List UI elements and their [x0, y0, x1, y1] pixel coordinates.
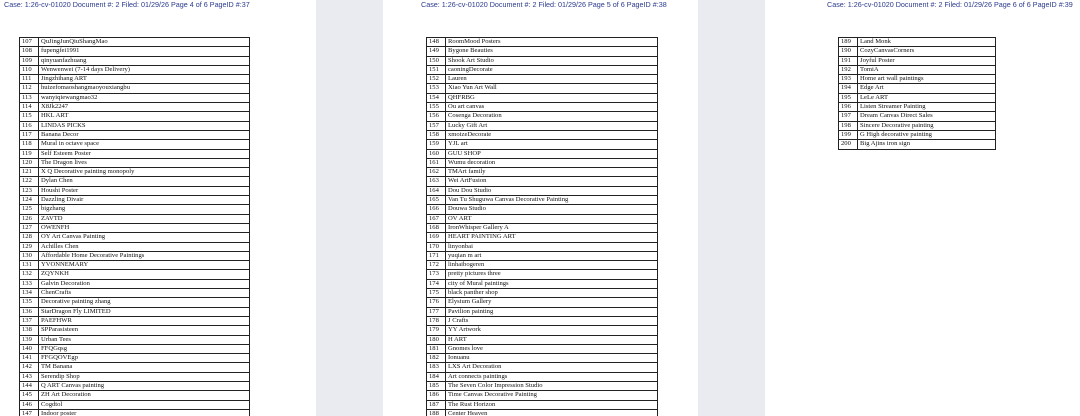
table-row [20, 205, 250, 214]
table-row [20, 112, 250, 121]
row-number: 119 [20, 149, 39, 158]
row-number: 150 [427, 56, 446, 65]
seller-name: Dream Canvas Direct Sales [858, 112, 996, 121]
seller-name: HEART PAINTING ART [446, 233, 658, 242]
table-row [427, 205, 658, 214]
seller-name: Dou Dou Studio [446, 186, 658, 195]
row-number: 189 [839, 38, 858, 47]
seller-name: Ou art canvas [446, 103, 658, 112]
table-row [20, 270, 250, 279]
table-row [427, 84, 658, 93]
seller-name: huizefomaoshangmaoyouxiangbu [39, 84, 250, 93]
row-number: 120 [20, 158, 39, 167]
table-row [427, 381, 658, 390]
row-number: 158 [427, 130, 446, 139]
row-number: 180 [427, 335, 446, 344]
table-row [427, 196, 658, 205]
table-row [20, 158, 250, 167]
seller-name: Wumu decoration [446, 158, 658, 167]
seller-name: Gnomes love [446, 344, 658, 353]
table-row [427, 130, 658, 139]
seller-name: bigzhang [39, 205, 250, 214]
row-number: 173 [427, 270, 446, 279]
row-number: 160 [427, 149, 446, 158]
table-row [839, 65, 996, 74]
seller-name: yuqian m art [446, 251, 658, 260]
row-number: 142 [20, 363, 39, 372]
table-row [839, 103, 996, 112]
table-row [427, 121, 658, 130]
seller-name: Houshi Poster [39, 186, 250, 195]
row-number: 175 [427, 289, 446, 298]
table-row [20, 372, 250, 381]
row-number: 125 [20, 205, 39, 214]
table-row [427, 158, 658, 167]
seller-name: H ART [446, 335, 658, 344]
table-row [427, 75, 658, 84]
seller-name: Van Tu Shuguwa Canvas Decorative Painting [446, 196, 658, 205]
table-row [20, 56, 250, 65]
row-number: 131 [20, 261, 39, 270]
row-number: 134 [20, 289, 39, 298]
row-number: 178 [427, 316, 446, 325]
seller-name: SPParasisteen [39, 326, 250, 335]
seller-name: Douwa Studio [446, 205, 658, 214]
seller-name: xmoizeDecorate [446, 130, 658, 139]
seller-name: QHFRBG [446, 93, 658, 102]
table-row [839, 93, 996, 102]
row-number: 157 [427, 121, 446, 130]
table-row [427, 233, 658, 242]
table-row [20, 168, 250, 177]
row-number: 111 [20, 75, 39, 84]
table-row [427, 270, 658, 279]
seller-name: qinyuanfazhuang [39, 56, 250, 65]
row-number: 198 [839, 121, 858, 130]
table-row [20, 223, 250, 232]
seller-table [426, 37, 658, 416]
table-row [427, 344, 658, 353]
seller-name: X8Jk2247 [39, 103, 250, 112]
row-number: 144 [20, 381, 39, 390]
table-row [20, 261, 250, 270]
table-row [427, 372, 658, 381]
seller-name: LeLe ART [858, 93, 996, 102]
row-number: 124 [20, 196, 39, 205]
row-number: 172 [427, 261, 446, 270]
row-number: 166 [427, 205, 446, 214]
seller-name: Home art wall paintings [858, 75, 996, 84]
seller-name: FFGQOVEgp [39, 354, 250, 363]
table-row [20, 242, 250, 251]
row-number: 170 [427, 242, 446, 251]
row-number: 132 [20, 270, 39, 279]
row-number: 140 [20, 344, 39, 353]
document-page-5 [383, 0, 698, 416]
seller-name: G High decorative painting [858, 130, 996, 139]
row-number: 197 [839, 112, 858, 121]
row-number: 167 [427, 214, 446, 223]
seller-name: pretty pictures three [446, 270, 658, 279]
seller-name: Sincere Decorative painting [858, 121, 996, 130]
table-row [839, 130, 996, 139]
row-number: 138 [20, 326, 39, 335]
row-number: 152 [427, 75, 446, 84]
document-page-6 [765, 0, 1080, 416]
row-number: 159 [427, 140, 446, 149]
seller-name: Cogdtol [39, 400, 250, 409]
seller-name: The Rust Horizon [446, 400, 658, 409]
seller-name: LXS Art Decoration [446, 363, 658, 372]
row-number: 163 [427, 177, 446, 186]
row-number: 162 [427, 168, 446, 177]
row-number: 136 [20, 307, 39, 316]
seller-name: fupengfei1991 [39, 47, 250, 56]
row-number: 183 [427, 363, 446, 372]
row-number: 153 [427, 84, 446, 93]
seller-name: CozyCanvasCorners [858, 47, 996, 56]
table-row [20, 130, 250, 139]
seller-name: TM Banana [39, 363, 250, 372]
table-row [427, 307, 658, 316]
table-row [20, 75, 250, 84]
seller-name: Time Canvas Decorative Painting [446, 391, 658, 400]
row-number: 116 [20, 121, 39, 130]
row-number: 141 [20, 354, 39, 363]
table-row [20, 47, 250, 56]
table-row [839, 84, 996, 93]
seller-name: Decorative painting zhang [39, 298, 250, 307]
seller-name: ZH Art Decoration [39, 391, 250, 400]
table-row [427, 326, 658, 335]
seller-name: Self Esteem Poster [39, 149, 250, 158]
row-number: 123 [20, 186, 39, 195]
table-row [427, 261, 658, 270]
row-number: 176 [427, 298, 446, 307]
document-page-4 [0, 0, 316, 416]
seller-name: TomiA [858, 65, 996, 74]
row-number: 156 [427, 112, 446, 121]
table-row [20, 103, 250, 112]
seller-name: Center Heaven [446, 409, 658, 416]
row-number: 182 [427, 354, 446, 363]
row-number: 117 [20, 130, 39, 139]
table-row [20, 289, 250, 298]
seller-name: Lucky Gift Art [446, 121, 658, 130]
seller-name: Listen Streamer Painting [858, 103, 996, 112]
table-row [427, 316, 658, 325]
seller-name: Edge Art [858, 84, 996, 93]
row-number: 179 [427, 326, 446, 335]
row-number: 114 [20, 103, 39, 112]
seller-name: FFQGqsg [39, 344, 250, 353]
table-row [427, 56, 658, 65]
row-number: 112 [20, 84, 39, 93]
seller-name: Elysium Gallery [446, 298, 658, 307]
seller-name: YJL art [446, 140, 658, 149]
table-row [427, 93, 658, 102]
table-row [20, 381, 250, 390]
table-row [20, 400, 250, 409]
table-row [20, 38, 250, 47]
row-number: 115 [20, 112, 39, 121]
table-row [20, 251, 250, 260]
seller-name: TMArt family [446, 168, 658, 177]
table-row [20, 409, 250, 416]
table-row [427, 251, 658, 260]
seller-name: Wenwenwei (7-14 days Delivery) [39, 65, 250, 74]
seller-name: Indoor poster [39, 409, 250, 416]
seller-name: QuJingJunQiuShangMao [39, 38, 250, 47]
row-number: 200 [839, 140, 858, 149]
table-row [20, 298, 250, 307]
row-number: 143 [20, 372, 39, 381]
seller-name: X Q Decorative painting monopoly [39, 168, 250, 177]
seller-name: Big Ajins iron sign [858, 140, 996, 149]
table-row [839, 140, 996, 149]
table-row [20, 186, 250, 195]
seller-name: Pavilion painting [446, 307, 658, 316]
table-row [20, 233, 250, 242]
seller-name: IronWhisper Gallery A [446, 223, 658, 232]
seller-name: Joyful Poster [858, 56, 996, 65]
table-row [20, 140, 250, 149]
row-number: 126 [20, 214, 39, 223]
row-number: 108 [20, 47, 39, 56]
seller-name: Mural in octave space [39, 140, 250, 149]
row-number: 161 [427, 158, 446, 167]
table-row [427, 149, 658, 158]
seller-name: Galvin Decoration [39, 279, 250, 288]
seller-name: Lauren [446, 75, 658, 84]
table-row [20, 307, 250, 316]
table-row [20, 93, 250, 102]
page-header: Case: 1:26-cv-01020 Document #: 2 Filed: 01/29/26 Page 4 of 6 PageID #:37 [4, 0, 250, 9]
row-number: 145 [20, 391, 39, 400]
seller-name: Q ART Canvas painting [39, 381, 250, 390]
table-row [20, 149, 250, 158]
table-row [427, 400, 658, 409]
row-number: 164 [427, 186, 446, 195]
seller-name: HKL ART [39, 112, 250, 121]
row-number: 191 [839, 56, 858, 65]
seller-name: Art connects paintings [446, 372, 658, 381]
seller-name: Serendip Shop [39, 372, 250, 381]
seller-name: LINDAS PICKS [39, 121, 250, 130]
row-number: 129 [20, 242, 39, 251]
table-row [427, 214, 658, 223]
seller-name: Bygone Beauties [446, 47, 658, 56]
seller-name: PAEFHWR [39, 316, 250, 325]
seller-name: The Seven Color Impression Studio [446, 381, 658, 390]
row-number: 151 [427, 65, 446, 74]
table-row [427, 391, 658, 400]
table-row [20, 121, 250, 130]
row-number: 149 [427, 47, 446, 56]
page-header: Case: 1:26-cv-01020 Document #: 2 Filed: 01/29/26 Page 6 of 6 PageID #:39 [827, 0, 1073, 9]
table-row [20, 391, 250, 400]
table-row [427, 47, 658, 56]
row-number: 193 [839, 75, 858, 84]
seller-name: linhaibogeren [446, 261, 658, 270]
table-row [839, 75, 996, 84]
row-number: 165 [427, 196, 446, 205]
seller-name: YY Artwork [446, 326, 658, 335]
seller-name: J Crafts [446, 316, 658, 325]
row-number: 199 [839, 130, 858, 139]
row-number: 192 [839, 65, 858, 74]
seller-name: ChenCrafts [39, 289, 250, 298]
table-row [839, 56, 996, 65]
row-number: 121 [20, 168, 39, 177]
row-number: 196 [839, 103, 858, 112]
row-number: 107 [20, 38, 39, 47]
row-number: 127 [20, 223, 39, 232]
table-row [427, 335, 658, 344]
row-number: 177 [427, 307, 446, 316]
table-row [839, 121, 996, 130]
table-row [20, 354, 250, 363]
seller-name: StarDragon Fly LIMITED [39, 307, 250, 316]
row-number: 174 [427, 279, 446, 288]
seller-name: Banana Decor [39, 130, 250, 139]
row-number: 146 [20, 400, 39, 409]
seller-table [19, 37, 250, 416]
table-row [427, 186, 658, 195]
table-row [427, 279, 658, 288]
row-number: 135 [20, 298, 39, 307]
row-number: 185 [427, 381, 446, 390]
row-number: 137 [20, 316, 39, 325]
seller-name: ZAVTD [39, 214, 250, 223]
seller-name: GUU SHOP [446, 149, 658, 158]
table-row [427, 354, 658, 363]
table-row [20, 279, 250, 288]
table-row [20, 84, 250, 93]
seller-name: OV ART [446, 214, 658, 223]
seller-name: ZQYNKH [39, 270, 250, 279]
table-row [20, 177, 250, 186]
table-row [20, 196, 250, 205]
row-number: 139 [20, 335, 39, 344]
table-row [427, 223, 658, 232]
row-number: 184 [427, 372, 446, 381]
page-header: Case: 1:26-cv-01020 Document #: 2 Filed: 01/29/26 Page 5 of 6 PageID #:38 [421, 0, 667, 9]
seller-name: caoningDecorate [446, 65, 658, 74]
seller-name: RoomMood Posters [446, 38, 658, 47]
table-row [20, 214, 250, 223]
seller-name: Land Monk [858, 38, 996, 47]
row-number: 109 [20, 56, 39, 65]
seller-name: Dylan Chen [39, 177, 250, 186]
seller-name: Shook Art Studio [446, 56, 658, 65]
row-number: 169 [427, 233, 446, 242]
row-number: 155 [427, 103, 446, 112]
seller-name: wanyiqiewangmao32 [39, 93, 250, 102]
seller-name: black panther shop [446, 289, 658, 298]
row-number: 110 [20, 65, 39, 74]
row-number: 128 [20, 233, 39, 242]
seller-name: Affordable Home Decorative Paintings [39, 251, 250, 260]
row-number: 168 [427, 223, 446, 232]
table-row [427, 409, 658, 416]
seller-name: The Dragon lives [39, 158, 250, 167]
row-number: 147 [20, 409, 39, 416]
table-row [427, 289, 658, 298]
row-number: 188 [427, 409, 446, 416]
table-row [427, 298, 658, 307]
seller-name: OWENFH [39, 223, 250, 232]
table-row [20, 65, 250, 74]
table-row [427, 363, 658, 372]
row-number: 122 [20, 177, 39, 186]
seller-name: Xiao Yun Art Wall [446, 84, 658, 93]
table-row [20, 344, 250, 353]
seller-name: Wei ArtFusion [446, 177, 658, 186]
seller-name: OY Art Canvas Painting [39, 233, 250, 242]
seller-name: Urban Tees [39, 335, 250, 344]
row-number: 194 [839, 84, 858, 93]
row-number: 133 [20, 279, 39, 288]
seller-table [838, 37, 996, 150]
row-number: 186 [427, 391, 446, 400]
row-number: 148 [427, 38, 446, 47]
row-number: 187 [427, 400, 446, 409]
table-row [427, 168, 658, 177]
table-row [427, 103, 658, 112]
row-number: 113 [20, 93, 39, 102]
table-row [427, 38, 658, 47]
table-row [427, 140, 658, 149]
seller-name: Dazzling Divair [39, 196, 250, 205]
seller-name: Jingzhihang ART [39, 75, 250, 84]
table-row [839, 47, 996, 56]
row-number: 154 [427, 93, 446, 102]
table-row [427, 177, 658, 186]
table-row [427, 242, 658, 251]
seller-name: Ionuanu [446, 354, 658, 363]
row-number: 181 [427, 344, 446, 353]
row-number: 195 [839, 93, 858, 102]
row-number: 190 [839, 47, 858, 56]
seller-name: linyonbai [446, 242, 658, 251]
table-row [427, 65, 658, 74]
table-row [20, 335, 250, 344]
seller-name: YVONNEMARY [39, 261, 250, 270]
table-row [839, 112, 996, 121]
seller-name: city of Mural paintings [446, 279, 658, 288]
table-row [427, 112, 658, 121]
table-row [20, 363, 250, 372]
row-number: 130 [20, 251, 39, 260]
seller-name: Achilles Chen [39, 242, 250, 251]
row-number: 118 [20, 140, 39, 149]
table-row [20, 326, 250, 335]
table-row [20, 316, 250, 325]
seller-name: Cosenga Decoration [446, 112, 658, 121]
row-number: 171 [427, 251, 446, 260]
table-row [839, 38, 996, 47]
